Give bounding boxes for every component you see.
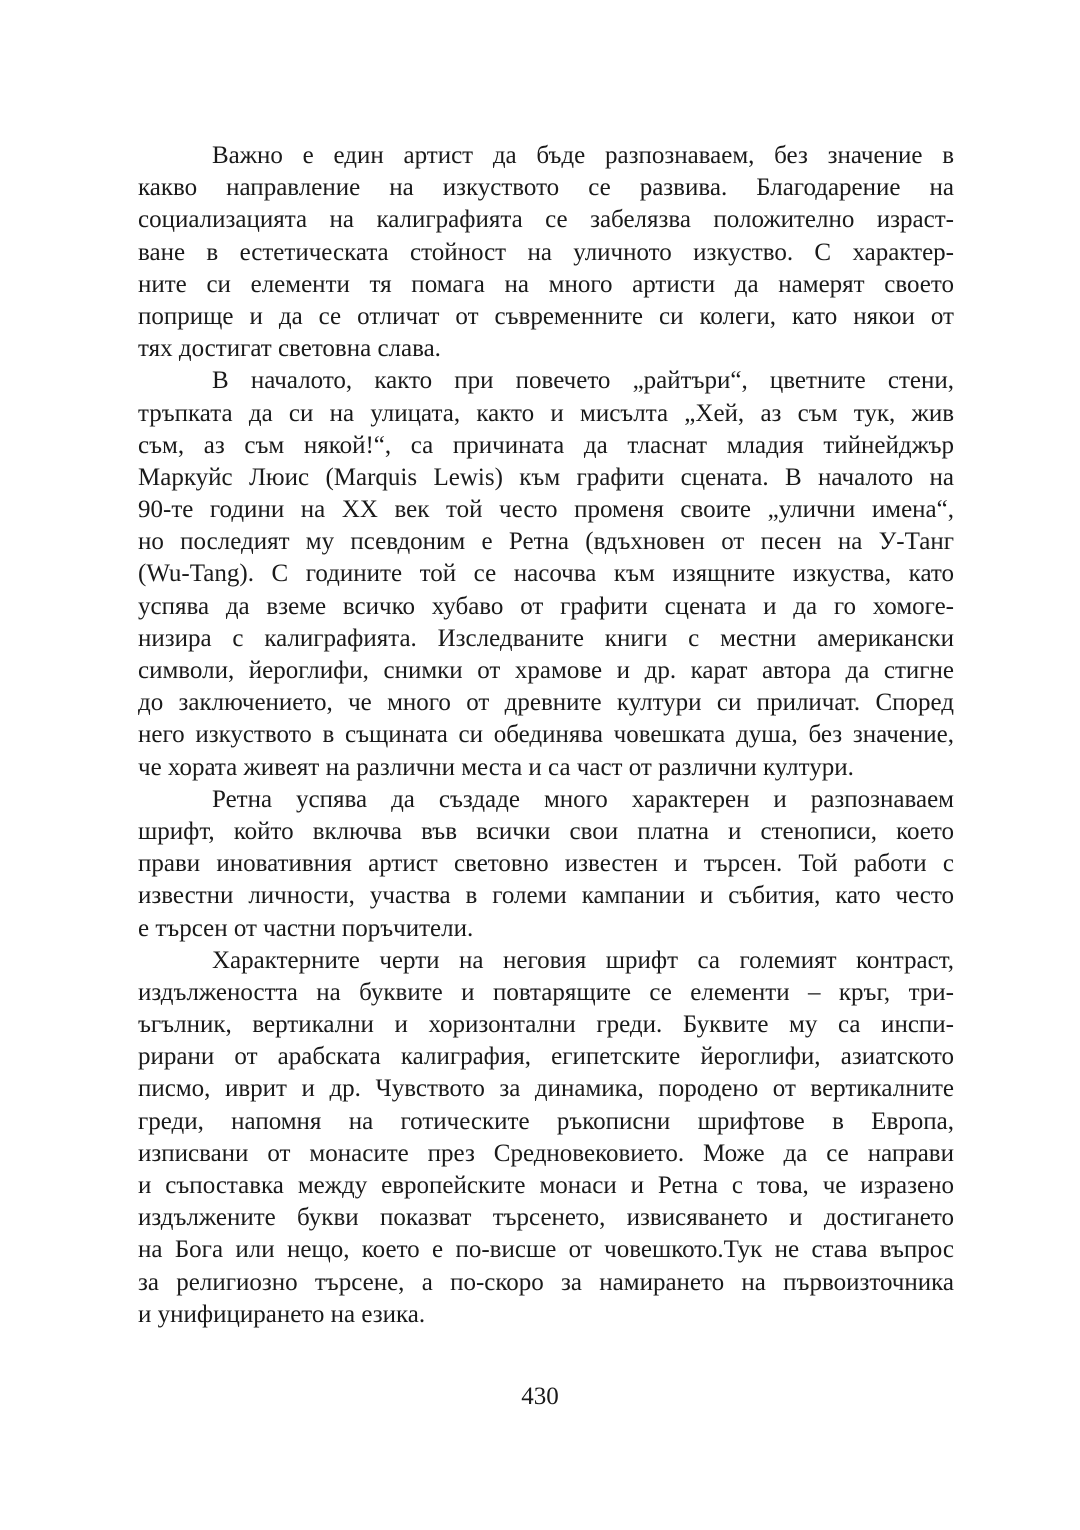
text-line: ване в естетическата стойност на уличното изкуство. С характер- <box>138 238 954 266</box>
text-line: шрифт, който включва във всички свои платна и стенописи, което <box>138 817 954 845</box>
text-line: социализацията на калиграфията се забелязва положително израст- <box>138 206 954 234</box>
text-line: тях достигат световна слава. <box>138 335 441 363</box>
text-line: изписвани от монасите през Средновековието. Може да се направи <box>138 1139 954 1167</box>
text-line: него изкуството в същината си обединява човешката душа, без значение, <box>138 721 954 749</box>
text-line: Важно е един артист да бъде разпознаваем, без значение в <box>212 142 954 169</box>
document-body <box>138 140 954 1331</box>
text-line: Характерните черти на неговия шрифт са големият контраст, <box>212 946 954 974</box>
text-line: успява да вземе всичко хубаво от графити сцената и да го хомоге- <box>138 592 954 620</box>
paragraph-3 <box>138 784 954 945</box>
text-line: греди, напомня на готическите ръкописни шрифтове в Европа, <box>138 1107 954 1135</box>
text-line: тръпката да си на улицата, както и мисълта „Хей, аз съм тук, жив <box>138 399 954 427</box>
text-line: В началото, както при повечето „райтъри“, цветните стени, <box>212 367 954 395</box>
text-line: ните си елементи тя помага на много артисти да намерят своето <box>138 270 954 298</box>
text-line: писмо, иврит и др. Чувството за динамика, породено от вертикалните <box>138 1075 954 1103</box>
text-line: какво направление на изкуството се развива. Благодарение на <box>138 174 954 202</box>
text-line: Ретна успява да създаде много характерен и разпознаваем <box>212 785 954 813</box>
text-line: и унифицирането на езика. <box>138 1300 426 1328</box>
text-line: на Бога или нещо, което е по-висше от човешкото.Тук не става въпрос <box>138 1236 954 1264</box>
text-line: известни личности, участва в големи кампании и събития, като често <box>138 882 954 910</box>
text-line: 90-те години на XX век той често променя своите „улични имена“, <box>138 496 954 524</box>
text-line: низира с калиграфията. Изследваните книги с местни американски <box>138 624 954 652</box>
text-line: символи, йероглифи, снимки от храмове и др. карат автора да стигне <box>138 657 954 684</box>
text-line: издължеността на буквите и повтарящите се елементи – кръг, три- <box>138 978 954 1006</box>
text-line: рирани от арабската калиграфия, египетските йероглифи, азиатското <box>138 1043 954 1071</box>
paragraph-1 <box>138 140 954 365</box>
text-line: Маркуйс Люис (Marquis Lewis) към графити сцената. В началото на <box>138 463 954 491</box>
text-line: за религиозно търсене, а по-скоро за намирането на първоизточника <box>138 1268 954 1296</box>
text-line: издължените букви показват търсенето, извисяването и достигането <box>138 1204 954 1232</box>
page-number: 430 <box>521 1383 559 1410</box>
text-line: че хората живеят на различни места и са част от различни култури. <box>138 753 854 781</box>
text-line: съм, аз съм някой!“, са причината да тласнат младия тийнейджър <box>138 431 954 459</box>
text-line: е търсен от частни поръчители. <box>138 914 474 942</box>
text-line: до заключението, че много от древните култури си приличат. Според <box>138 689 954 717</box>
paragraph-2 <box>138 365 954 783</box>
text-line: (Wu-Tang). С годините той се насочва към изящните изкуства, като <box>138 560 954 588</box>
text-line: но последият му псевдоним е Ретна (вдъхновен от песен на У-Танг <box>138 528 954 556</box>
text-line: ъгълник, вертикални и хоризонтални греди. Буквите му са инспи- <box>138 1011 954 1039</box>
text-line: и съпоставка между европейските монаси и Ретна с това, че изразено <box>138 1172 954 1199</box>
text-line: прави иновативния артист световно известен и търсен. Той работи с <box>138 850 954 878</box>
text-line: поприще и да се отличат от съвременните си колеги, като някои от <box>138 302 954 330</box>
paragraph-4 <box>138 945 954 1331</box>
